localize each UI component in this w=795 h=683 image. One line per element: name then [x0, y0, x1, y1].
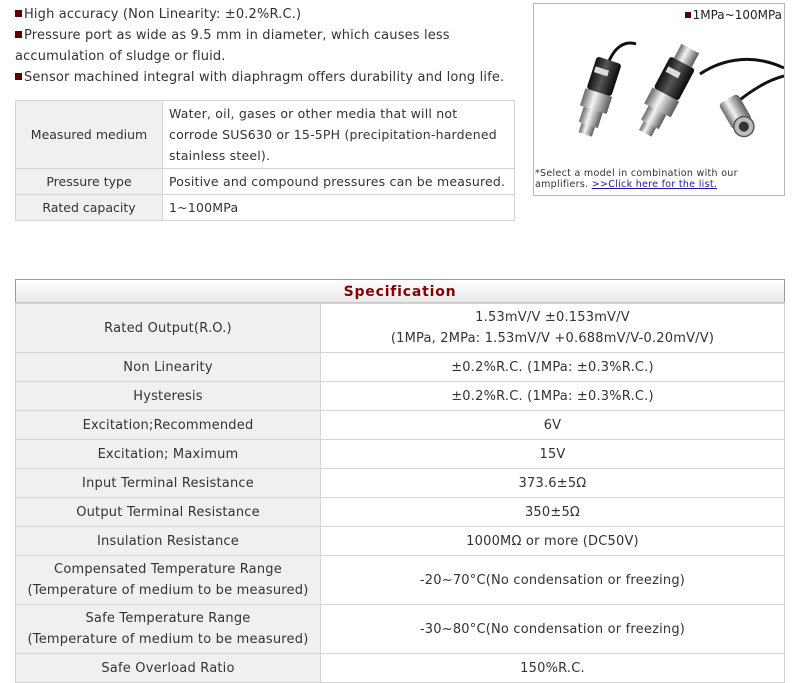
spec-label: Output Terminal Resistance	[16, 498, 321, 527]
amplifier-list-link[interactable]: >>Click here for the list.	[591, 179, 718, 190]
info-label: Pressure type	[16, 169, 163, 195]
spec-value: 15V	[321, 440, 785, 469]
spec-label-line: (Temperature of medium to be measured)	[27, 583, 309, 598]
specification-section	[15, 279, 785, 683]
table-row	[16, 195, 515, 221]
spec-label: Rated Output(R.O.)	[16, 304, 321, 353]
spec-value: -30~80°C(No condensation or freezing)	[321, 605, 785, 654]
product-note-text: *Select a model in combination with our amplifiers.	[535, 168, 738, 190]
table-row	[16, 498, 785, 527]
feature-item	[15, 67, 520, 88]
spec-value: ±0.2%R.C. (1MPa: ±0.3%R.C.)	[321, 353, 785, 382]
spec-value: 350±5Ω	[321, 498, 785, 527]
info-value: 1~100MPa	[163, 195, 515, 221]
table-row	[16, 411, 785, 440]
product-range-label	[685, 8, 782, 22]
pressure-transducer-photo	[554, 28, 784, 160]
spec-value: -20~70°C(No condensation or freezing)	[321, 556, 785, 605]
feature-item	[15, 4, 520, 25]
spec-label: Excitation;Recommended	[16, 411, 321, 440]
spec-label: Safe Overload Ratio	[16, 654, 321, 683]
specification-table	[15, 303, 785, 683]
square-bullet-icon	[685, 12, 691, 18]
product-note	[535, 168, 784, 190]
spec-label: Hysteresis	[16, 382, 321, 411]
spec-value: 150%R.C.	[321, 654, 785, 683]
specification-title: Specification	[15, 279, 785, 303]
spec-label-line: Safe Temperature Range	[85, 611, 251, 626]
table-row	[16, 440, 785, 469]
info-value: Positive and compound pressures can be measured.	[163, 169, 515, 195]
square-bullet-icon	[15, 10, 22, 17]
feature-item	[15, 25, 520, 67]
spec-label-line: Compensated Temperature Range	[54, 562, 282, 577]
table-row	[16, 382, 785, 411]
feature-text: High accuracy (Non Linearity: ±0.2%R.C.)	[24, 7, 302, 22]
spec-value: ±0.2%R.C. (1MPa: ±0.3%R.C.)	[321, 382, 785, 411]
info-label: Measured medium	[16, 101, 163, 169]
table-row	[16, 304, 785, 353]
table-row	[16, 101, 515, 169]
info-value: Water, oil, gases or other media that will not corrode SUS630 or 15-5PH (precipitation-hardened stainless steel).	[163, 101, 515, 169]
spec-label: Non Linearity	[16, 353, 321, 382]
table-row	[16, 605, 785, 654]
info-table	[15, 100, 515, 221]
spec-label: Insulation Resistance	[16, 527, 321, 556]
spec-value-line: 1.53mV/V ±0.153mV/V	[475, 310, 630, 325]
spec-label-line: (Temperature of medium to be measured)	[27, 632, 309, 647]
spec-value	[321, 304, 785, 353]
product-image-box	[533, 3, 785, 196]
table-row	[16, 469, 785, 498]
feature-list	[15, 4, 520, 88]
spec-value-line: (1MPa, 2MPa: 1.53mV/V +0.688mV/V-0.20mV/V)	[390, 331, 715, 346]
spec-value: 6V	[321, 411, 785, 440]
table-row	[16, 169, 515, 195]
table-row	[16, 654, 785, 683]
table-row	[16, 556, 785, 605]
product-range-text: 1MPa~100MPa	[692, 8, 782, 22]
spec-value: 373.6±5Ω	[321, 469, 785, 498]
square-bullet-icon	[15, 73, 22, 80]
table-row	[16, 353, 785, 382]
table-row	[16, 527, 785, 556]
info-label: Rated capacity	[16, 195, 163, 221]
spec-label	[16, 556, 321, 605]
spec-label: Input Terminal Resistance	[16, 469, 321, 498]
feature-text: Sensor machined integral with diaphragm offers durability and long life.	[24, 70, 505, 85]
square-bullet-icon	[15, 31, 22, 38]
spec-label: Excitation; Maximum	[16, 440, 321, 469]
spec-label	[16, 605, 321, 654]
spec-value: 1000MΩ or more (DC50V)	[321, 527, 785, 556]
feature-text: Pressure port as wide as 9.5 mm in diameter, which causes less accumulation of sludge or fluid.	[15, 28, 450, 64]
